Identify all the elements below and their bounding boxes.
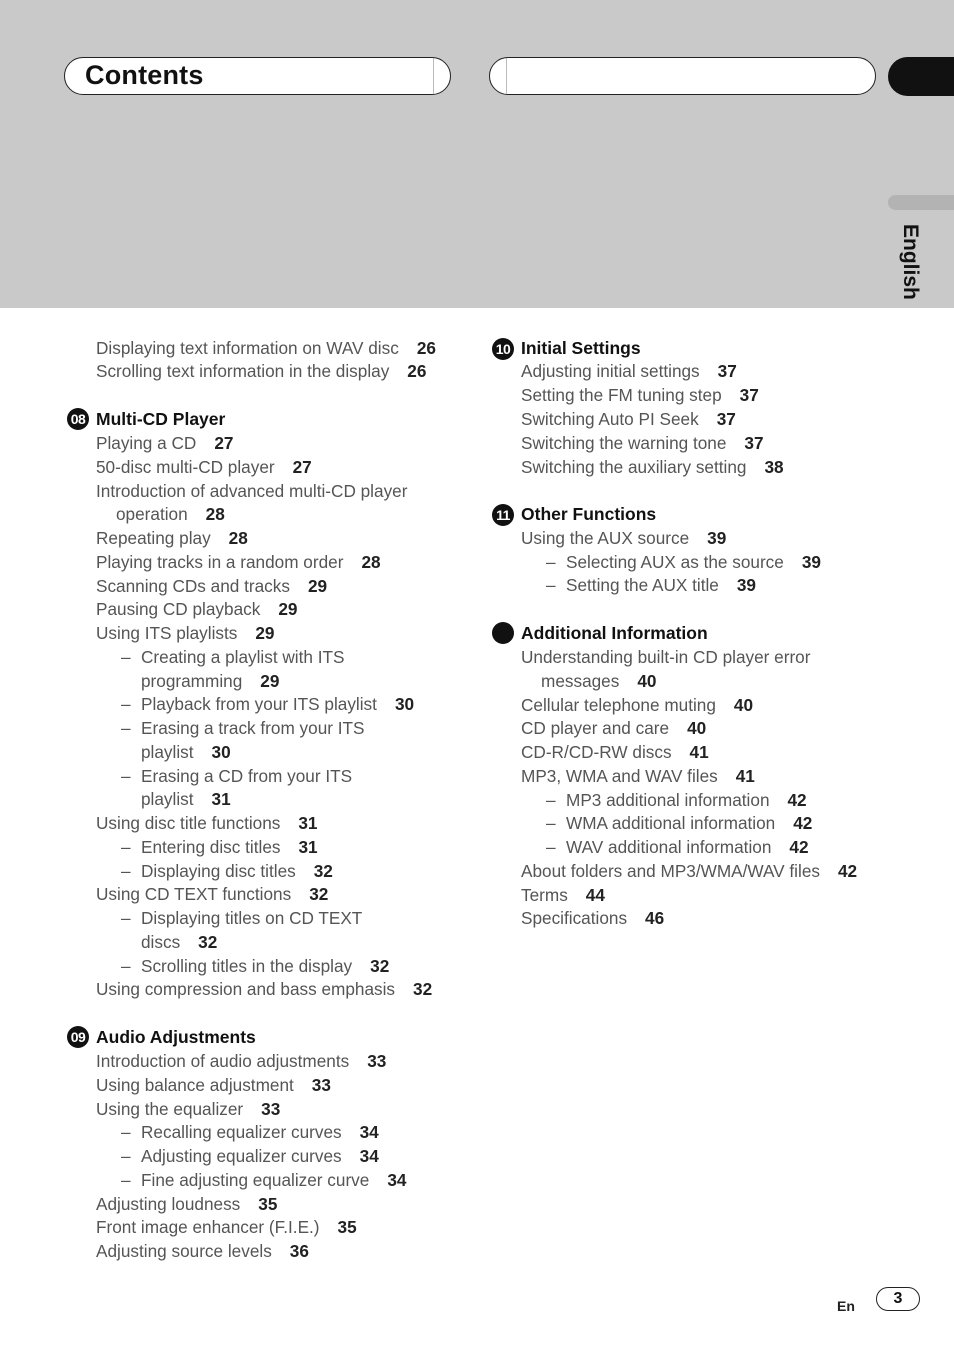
entry-page: 32 (313, 860, 333, 881)
entry-page: 39 (801, 551, 821, 572)
entry-text: Setting the AUX title (566, 575, 719, 595)
toc-entry[interactable] (521, 695, 753, 715)
entry-text: messages (541, 670, 620, 691)
section-tab (888, 57, 954, 96)
entry-text: operation (116, 504, 188, 525)
entry-page: 41 (735, 765, 755, 786)
entry-text: Adjusting source levels (96, 1241, 272, 1261)
entry-text: Introduction of advanced multi-CD player (96, 480, 408, 501)
toc-entry[interactable] (521, 861, 857, 881)
entry-text: Playback from your ITS playlist (141, 694, 377, 715)
entry-text: Scrolling titles in the display (141, 955, 353, 976)
entry-page: 28 (228, 528, 248, 548)
section-heading[interactable]: Initial Settings (521, 338, 641, 358)
entry-text: Displaying titles on CD TEXT (141, 908, 363, 928)
toc-entry[interactable] (541, 671, 656, 691)
entry-page: 40 (637, 670, 657, 691)
toc-entry[interactable] (96, 1170, 406, 1190)
toc-entry[interactable] (96, 576, 327, 596)
box-divider (506, 58, 507, 94)
entry-page: 35 (337, 1217, 357, 1238)
entry-text: playlist (141, 789, 194, 810)
entry-text: Adjusting initial settings (521, 361, 700, 381)
toc-entry[interactable] (521, 742, 709, 762)
entry-page: 42 (789, 837, 809, 857)
toc-entry[interactable] (96, 1099, 280, 1119)
entry-page: 37 (717, 361, 737, 381)
entry-page: 33 (311, 1074, 331, 1095)
entry-text: Displaying disc titles (141, 860, 296, 881)
entry-page: 34 (387, 1169, 407, 1190)
toc-entry[interactable] (521, 647, 810, 667)
toc-entry[interactable] (96, 1051, 386, 1071)
toc-entry[interactable] (96, 884, 328, 904)
entry-text: Using the AUX source (521, 528, 690, 548)
entry-text: Specifications (521, 908, 628, 929)
toc-entry[interactable] (96, 599, 297, 619)
empty-title-box (489, 57, 876, 95)
toc-entry[interactable] (96, 956, 389, 976)
section-number-badge: 09 (67, 1026, 89, 1048)
header-band (0, 0, 954, 308)
entry-page: 32 (370, 955, 390, 976)
toc-entry[interactable] (521, 385, 759, 405)
toc-entry[interactable] (96, 908, 362, 928)
entry-page: 30 (211, 741, 231, 762)
entry-page: 46 (645, 908, 665, 929)
box-divider (433, 58, 434, 94)
toc-entry[interactable] (521, 457, 784, 477)
entry-text: Erasing a track from your ITS (141, 718, 365, 738)
entry-text: MP3, WMA and WAV files (521, 765, 718, 786)
section-bullet-icon (492, 622, 514, 644)
entry-page: 37 (744, 432, 764, 453)
entry-text: Terms (521, 884, 568, 905)
entry-text: Selecting AUX as the source (566, 551, 784, 572)
dash-bullet-icon: – (546, 789, 556, 810)
toc-entry[interactable] (96, 647, 344, 667)
entry-text: Introduction of audio adjustments (96, 1051, 350, 1071)
entry-page: 31 (211, 789, 231, 810)
toc-entry[interactable] (141, 671, 279, 691)
toc-entry[interactable] (521, 552, 821, 572)
entry-page: 29 (278, 599, 298, 620)
entry-text: Using ITS playlists (96, 623, 238, 643)
entry-page: 31 (298, 836, 318, 857)
entry-text: Adjusting equalizer curves (141, 1146, 342, 1166)
entry-page: 40 (687, 718, 707, 739)
page-number: 3 (876, 1287, 920, 1311)
dash-bullet-icon: – (121, 908, 131, 928)
entry-page: 26 (407, 361, 427, 381)
entry-page: 30 (394, 694, 415, 715)
entry-text: Front image enhancer (F.I.E.) (96, 1217, 320, 1238)
entry-text: Entering disc titles (141, 836, 281, 857)
language-code: En (837, 1298, 855, 1314)
dash-bullet-icon: – (121, 955, 131, 976)
entry-page: 29 (307, 575, 328, 596)
toc-entry[interactable] (96, 338, 436, 358)
entry-page: 41 (689, 742, 709, 762)
entry-text: Recalling equalizer curves (141, 1122, 342, 1143)
entry-text: WMA additional information (566, 813, 776, 834)
toc-entry[interactable] (521, 718, 706, 738)
dash-bullet-icon: – (546, 575, 556, 595)
toc-entry[interactable] (96, 1075, 331, 1095)
entry-text: 50-disc multi-CD player (96, 456, 275, 477)
entry-text: Adjusting loudness (96, 1193, 241, 1214)
dash-bullet-icon: – (121, 1146, 131, 1166)
entry-text: Setting the FM tuning step (521, 384, 722, 405)
toc-entry[interactable] (96, 457, 312, 477)
toc-entry[interactable] (96, 979, 432, 999)
dash-bullet-icon: – (121, 646, 131, 667)
entry-text: MP3 additional information (566, 789, 770, 810)
entry-page: 39 (707, 528, 727, 548)
toc-entry[interactable] (96, 1146, 379, 1166)
entry-text: Repeating play (96, 528, 211, 548)
dash-bullet-icon: – (546, 813, 556, 834)
entry-text: Pausing CD playback (96, 599, 261, 620)
dash-bullet-icon: – (121, 694, 131, 715)
dash-bullet-icon: – (546, 551, 556, 572)
entry-text: playlist (141, 741, 194, 762)
dash-bullet-icon: – (546, 837, 556, 857)
section-number-badge: 08 (67, 408, 89, 430)
dash-bullet-icon: – (121, 1169, 131, 1190)
toc-entry[interactable] (521, 361, 737, 381)
toc-entry[interactable] (521, 790, 807, 810)
entry-text: Using balance adjustment (96, 1074, 294, 1095)
entry-page: 35 (258, 1193, 278, 1214)
entry-text: Displaying text information on WAV disc (96, 338, 399, 358)
entry-text: Using disc title functions (96, 813, 281, 833)
entry-text: Playing tracks in a random order (96, 551, 344, 572)
entry-text: Using CD TEXT functions (96, 884, 292, 905)
entry-page: 28 (205, 504, 225, 525)
toc-entry[interactable] (96, 766, 352, 786)
section-heading[interactable]: Other Functions (521, 504, 657, 524)
entry-page: 42 (837, 860, 858, 881)
entry-text: Understanding built-in CD player error (521, 647, 811, 667)
entry-text: CD player and care (521, 718, 670, 739)
entry-text: WAV additional information (566, 837, 772, 857)
toc-entry[interactable] (521, 575, 756, 595)
dash-bullet-icon: – (121, 836, 131, 857)
entry-text: CD-R/CD-RW discs (521, 742, 672, 762)
entry-page: 31 (298, 813, 318, 833)
entry-page: 36 (289, 1241, 309, 1261)
toc-entry[interactable] (96, 528, 248, 548)
toc-entry[interactable] (96, 1194, 277, 1214)
section-heading[interactable]: Audio Adjustments (96, 1027, 256, 1047)
entry-page: 28 (361, 551, 381, 572)
toc-entry[interactable] (96, 837, 318, 857)
toc-entry[interactable] (521, 433, 764, 453)
entry-page: 32 (198, 931, 218, 952)
entry-page: 34 (359, 1146, 379, 1166)
toc-entry[interactable] (96, 694, 414, 714)
dash-bullet-icon: – (121, 765, 131, 786)
toc-entry[interactable] (141, 742, 231, 762)
toc-entry[interactable] (521, 885, 605, 905)
entry-text: programming (141, 670, 243, 691)
entry-page: 38 (764, 456, 784, 477)
entry-page: 34 (359, 1122, 379, 1143)
toc-entry[interactable] (116, 504, 225, 524)
entry-page: 26 (416, 338, 436, 358)
language-label: English (899, 224, 922, 300)
entry-text: Fine adjusting equalizer curve (141, 1169, 370, 1190)
toc-entry[interactable] (96, 623, 275, 643)
section-number-badge: 11 (492, 504, 514, 526)
toc-entry[interactable] (96, 552, 381, 572)
entry-page: 29 (255, 623, 275, 643)
toc-entry[interactable] (521, 766, 755, 786)
toc-entry[interactable] (96, 861, 333, 881)
entry-page: 40 (733, 694, 754, 715)
entry-page: 42 (787, 789, 807, 810)
page-title: Contents (85, 60, 204, 90)
toc-entry[interactable] (96, 813, 318, 833)
entry-text: Using compression and bass emphasis (96, 979, 396, 1000)
toc-entry[interactable] (96, 1241, 309, 1261)
toc-entry[interactable] (521, 813, 812, 833)
entry-text: Scrolling text information in the display (96, 361, 390, 381)
toc-entry[interactable] (96, 433, 233, 453)
entry-page: 44 (585, 884, 605, 905)
section-heading[interactable]: Additional Information (521, 623, 708, 643)
entry-text: Playing a CD (96, 433, 197, 453)
entry-page: 37 (716, 408, 736, 429)
toc-entry[interactable] (96, 481, 407, 501)
toc-entry[interactable] (521, 908, 664, 928)
entry-page: 33 (367, 1051, 387, 1071)
entry-text: Erasing a CD from your ITS (141, 765, 353, 786)
entry-page: 37 (739, 384, 759, 405)
entry-page: 27 (214, 433, 234, 453)
toc-entry[interactable] (521, 409, 736, 429)
toc-entry[interactable] (141, 789, 231, 809)
section-heading[interactable]: Multi-CD Player (96, 409, 226, 429)
toc-entry[interactable] (96, 718, 365, 738)
entry-page: 32 (309, 884, 329, 905)
entry-text: discs (141, 931, 181, 952)
entry-text: Cellular telephone muting (521, 694, 716, 715)
toc-entry[interactable] (141, 932, 217, 952)
entry-text: Scanning CDs and tracks (96, 575, 290, 596)
dash-bullet-icon: – (121, 860, 131, 881)
entry-page: 33 (261, 1098, 281, 1119)
entry-page: 27 (292, 456, 312, 477)
entry-page: 39 (736, 575, 756, 595)
entry-text: Using the equalizer (96, 1098, 244, 1119)
entry-text: Switching the warning tone (521, 432, 727, 453)
toc-entry[interactable] (521, 528, 726, 548)
entry-page: 29 (260, 670, 280, 691)
dash-bullet-icon: – (121, 718, 131, 738)
toc-entry[interactable] (96, 361, 426, 381)
entry-text: About folders and MP3/WMA/WAV files (521, 860, 820, 881)
section-number-badge: 10 (492, 338, 514, 360)
entry-text: Switching the auxiliary setting (521, 456, 747, 477)
entry-page: 32 (413, 979, 433, 1000)
contents-title-box (64, 57, 451, 95)
toc-entry[interactable] (96, 1122, 379, 1142)
entry-text: Creating a playlist with ITS (141, 646, 345, 667)
dash-bullet-icon: – (121, 1122, 131, 1143)
entry-page: 42 (793, 813, 813, 834)
toc-entry[interactable] (96, 1217, 357, 1237)
language-tab (888, 195, 954, 210)
entry-text: Switching Auto PI Seek (521, 408, 699, 429)
toc-entry[interactable] (521, 837, 809, 857)
